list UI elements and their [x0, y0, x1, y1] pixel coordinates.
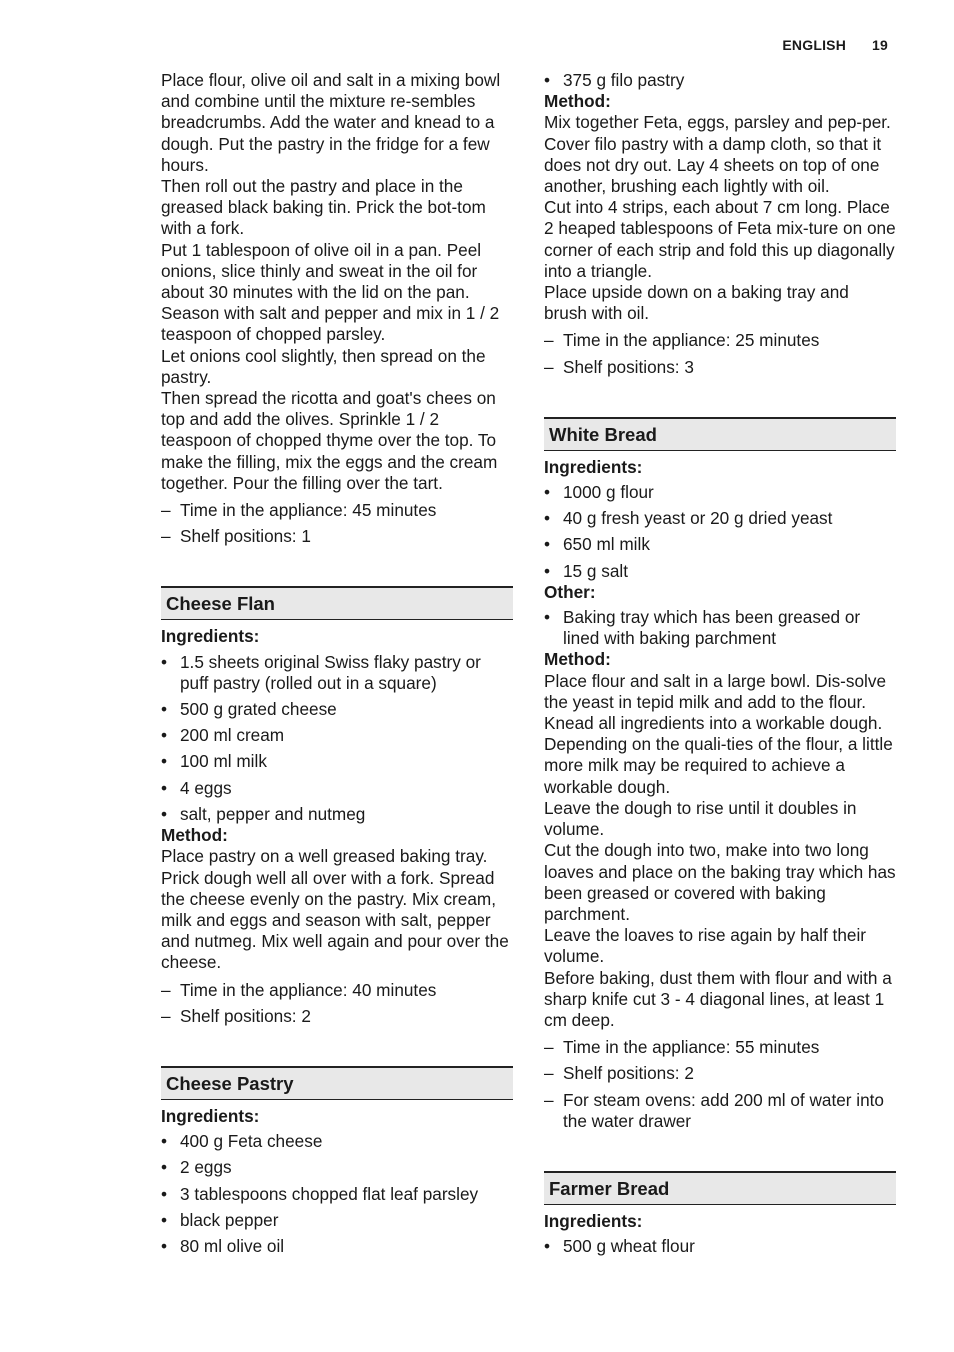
setting-item: – Shelf positions: 3 — [544, 357, 896, 378]
ingredient-item: • 40 g fresh yeast or 20 g dried yeast — [544, 508, 896, 529]
method-text: Cut the dough into two, make into two long loaves and place on the baking tray which has been greased or covered with baking parchment. — [544, 840, 896, 924]
pastry-cont-ingredients — [544, 70, 896, 91]
ingredient-item: • black pepper — [161, 1210, 513, 1231]
other-label: Other: — [544, 581, 596, 602]
setting-item: – Time in the appliance: 55 minutes — [544, 1037, 896, 1058]
intro-paragraph: Then spread the ricotta and goat's chees on top and add the olives. Sprinkle 1 / 2 teaspoon of chopped thyme over the top. To make the filling, mix the eggs and the cream together. Pour the filling over the tart. — [161, 388, 498, 493]
ingredient-item: • 200 ml cream — [161, 725, 513, 746]
intro-settings-list — [161, 500, 513, 547]
ingredient-item: • 650 ml milk — [544, 534, 896, 555]
cheese-flan-ingredients — [161, 652, 513, 825]
right-column — [544, 70, 896, 1262]
ingredient-item: • salt, pepper and nutmeg — [161, 804, 513, 825]
setting-item: – Time in the appliance: 45 minutes — [161, 500, 513, 521]
method-text: Leave the loaves to rise again by half their volume. — [544, 925, 866, 967]
method-text: Place flour and salt in a large bowl. Dis-solve the yeast in tepid milk and add to the flour. Knead all ingredients into a workable dough. Depending on the quali-ties of the flour, a little more milk may be required to achieve a workable dough. — [544, 670, 893, 797]
method-text: Place upside down on a baking tray and brush with oil. — [544, 282, 849, 324]
ingredients-label: Ingredients: — [161, 1105, 260, 1126]
ingredient-item: • 1.5 sheets original Swiss flaky pastry or puff pastry (rolled out in a square) — [161, 652, 513, 694]
intro-paragraph: Place flour, olive oil and salt in a mixing bowl and combine until the mixture re-sembles breadcrumbs. Add the water and knead to a dough. Put the pastry in the fridge for a few hours. — [161, 70, 501, 175]
white-bread-settings-list — [544, 1037, 896, 1132]
intro-paragraph: Then roll out the pastry and place in the greased black baking tin. Prick the bot-tom with a fork. — [161, 176, 486, 239]
setting-item: – For steam ovens: add 200 ml of water into the water drawer — [544, 1090, 896, 1132]
setting-item: – Shelf positions: 2 — [544, 1063, 896, 1084]
left-column — [161, 70, 513, 1262]
setting-item: – Shelf positions: 2 — [161, 1006, 513, 1027]
ingredient-item: • 500 g wheat flour — [544, 1236, 896, 1257]
ingredient-item: • 4 eggs — [161, 778, 513, 799]
setting-item: – Shelf positions: 1 — [161, 526, 513, 547]
cheese-pastry-ingredients — [161, 1131, 513, 1257]
language-label: ENGLISH — [782, 37, 847, 53]
ingredients-label: Ingredients: — [161, 626, 260, 647]
other-item: • Baking tray which has been greased or lined with baking parchment — [544, 607, 896, 649]
ingredient-item: • 375 g filo pastry — [544, 70, 896, 91]
farmer-bread-title: Farmer Bread — [544, 1171, 896, 1205]
method-text: Cut into 4 strips, each about 7 cm long. Place 2 heaped tablespoons of Feta mix-ture on one corner of each strip and fold this up diagonally into a triangle. — [544, 197, 896, 281]
intro-method — [161, 70, 513, 494]
page-header — [782, 37, 888, 53]
ingredient-item: • 3 tablespoons chopped flat leaf parsley — [161, 1184, 513, 1205]
ingredients-label: Ingredients: — [544, 1210, 643, 1231]
ingredient-item: • 400 g Feta cheese — [161, 1131, 513, 1152]
white-bread-ingredients — [544, 482, 896, 582]
cheese-pastry-title: Cheese Pastry — [161, 1066, 513, 1100]
intro-paragraph: Let onions cool slightly, then spread on the pastry. — [161, 345, 486, 387]
ingredient-item: • 100 ml milk — [161, 751, 513, 772]
intro-paragraph: Put 1 tablespoon of olive oil in a pan. Peel onions, slice thinly and sweat in the oil for about 30 minutes with the lid on the pan. Season with salt and pepper and mix in 1 / 2 teaspoon of chopped parsley. — [161, 239, 500, 345]
white-bread-title: White Bread — [544, 417, 896, 451]
ingredient-item: • 2 eggs — [161, 1157, 513, 1178]
ingredient-item: • 500 g grated cheese — [161, 699, 513, 720]
ingredient-item: • 15 g salt — [544, 561, 896, 582]
ingredients-label: Ingredients: — [544, 456, 643, 477]
method-text: Leave the dough to rise until it doubles in volume. — [544, 797, 857, 840]
method-label: Method: — [161, 825, 228, 846]
method-label: Method: — [544, 91, 611, 112]
setting-item: – Time in the appliance: 40 minutes — [161, 980, 513, 1001]
method-text: Mix together Feta, eggs, parsley and pep-per. Cover filo pastry with a damp cloth, so that it does not dry out. Lay 4 sheets on top of one another, brushing each lightly with oil. — [544, 112, 891, 197]
method-label: Method: — [544, 649, 611, 670]
ingredient-item: • 80 ml olive oil — [161, 1236, 513, 1257]
cheese-flan-settings-list — [161, 980, 513, 1027]
method-text: Before baking, dust them with flour and with a sharp knife cut 3 - 4 diagonal lines, at least 1 cm deep. — [544, 967, 892, 1030]
page-number: 19 — [872, 37, 888, 53]
farmer-bread-ingredients — [544, 1236, 896, 1257]
ingredient-item: • 1000 g flour — [544, 482, 896, 503]
white-bread-other — [544, 607, 896, 649]
setting-item: – Time in the appliance: 25 minutes — [544, 330, 896, 351]
pastry-settings-list — [544, 330, 896, 377]
cheese-flan-title: Cheese Flan — [161, 586, 513, 620]
method-text: Place pastry on a well greased baking tray. Prick dough well all over with a fork. Spread the cheese evenly on the pastry. Mix cream, milk and eggs and season with salt, pepper and nutmeg. Mix well again and pour over the cheese. — [161, 846, 509, 973]
